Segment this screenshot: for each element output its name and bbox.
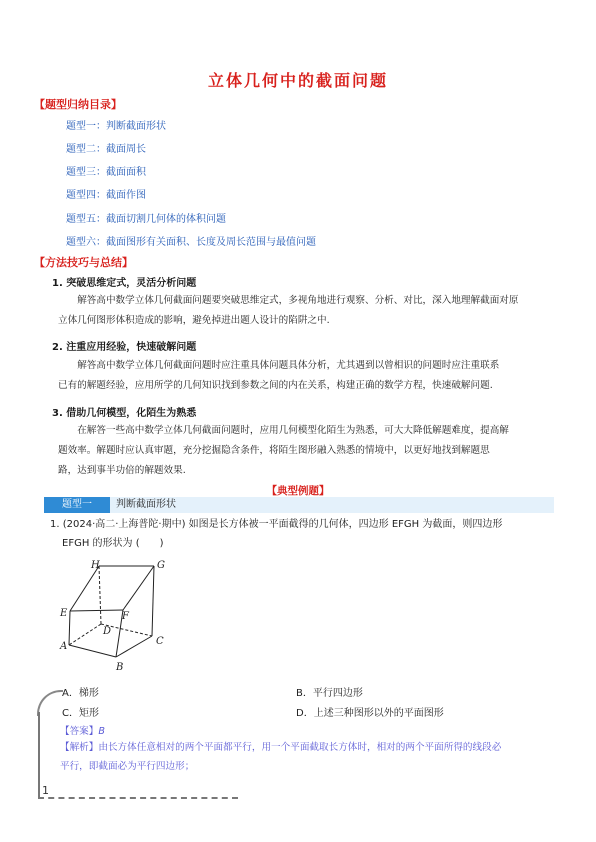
option-d[interactable]: D．上述三种图形以外的平面图形 [296, 708, 444, 719]
methods-heading: 【方法技巧与总结】 [34, 256, 133, 269]
edge-HD [99, 566, 101, 624]
truncated-cuboid-figure [56, 556, 186, 674]
method-2-title: 2. 注重应用经验，快速破解问题 [52, 342, 197, 353]
method-3-title: 3. 借助几何模型，化陌生为熟悉 [52, 408, 197, 419]
question-line-1: 1. (2024·高二·上海普陀·期中) 如图是长方体被一平面截得的几何体，四边形 EFGH 为截面，则四边形 [50, 519, 503, 530]
edge-EA [69, 611, 70, 645]
vertex-label-E: E [60, 608, 68, 619]
edge-DA [69, 624, 101, 645]
toc-item-1[interactable]: 题型一：判断截面形状 [66, 121, 166, 132]
answer-line [60, 723, 105, 737]
vertex-label-H: H [91, 560, 100, 571]
edge-GF [123, 566, 154, 610]
vertex-label-G: G [157, 560, 165, 571]
edge-BC [116, 636, 152, 657]
analysis-block [60, 738, 552, 776]
toc-item-3[interactable]: 题型三：截面面积 [66, 167, 146, 178]
toc-heading: 【题型归纳目录】 [34, 98, 122, 111]
method-1-text [58, 291, 552, 331]
page-corner-arc [37, 690, 63, 716]
method-2-line-1: 解答高中数学立体几何截面问题时应注重具体问题具体分析，尤其遇到以曾相识的问题时应注重联系 [77, 360, 500, 371]
edge-EH [70, 566, 99, 611]
method-1-line-2: 立体几何图形体积造成的影响，避免掉进出题人设计的陷阱之中. [58, 315, 330, 326]
page-title: 立体几何中的截面问题 [207, 71, 388, 90]
page-border-vertical [38, 712, 40, 797]
vertex-label-D: D [103, 626, 112, 637]
examples-heading: 【典型例题】 [266, 485, 330, 497]
analysis-line-2: 平行，即截面必为平行四边形； [60, 761, 195, 772]
answer-value: B [98, 726, 105, 737]
answer-label: 【答案】 [60, 726, 99, 737]
edge-AB [69, 645, 116, 657]
option-b[interactable]: B．平行四边形 [296, 688, 363, 699]
option-c[interactable]: C．矩形 [62, 708, 99, 719]
method-3-text [58, 421, 552, 481]
toc-item-2[interactable]: 题型二：截面周长 [66, 144, 146, 155]
analysis-text-1: 由长方体任意相对的两个平面都平行，用一个平面截取长方体时，相对的两个平面所得的线段必 [98, 742, 502, 753]
page-number: 1 [42, 784, 49, 797]
toc-item-5[interactable]: 题型五：截面切割几何体的体积问题 [66, 214, 226, 225]
vertex-label-C: C [156, 636, 164, 647]
method-1-title: 1. 突破思维定式，灵活分析问题 [52, 278, 197, 289]
toc-item-4[interactable]: 题型四：截面作图 [66, 190, 146, 201]
method-2-text [58, 356, 552, 396]
method-1-line-1: 解答高中数学立体几何截面问题要突破思维定式，多视角地进行观察、分析、对比，深入地理解截面对原 [77, 295, 519, 306]
vertex-label-A: A [60, 641, 68, 652]
method-3-line-1: 在解答一些高中数学立体几何截面问题时，应用几何模型化陌生为熟悉，可大大降低解题难度，提高解 [77, 425, 509, 436]
method-2-line-2: 已有的解题经验，应用所学的几何知识找到参数之间的内在关系，构建正确的数学方程，快速破解问题. [58, 380, 493, 391]
analysis-label: 【解析】 [60, 742, 99, 753]
analysis-line-1 [60, 738, 552, 757]
vertex-label-B: B [116, 662, 124, 673]
toc-item-6[interactable]: 题型六：截面图形有关面积、长度及周长范围与最值问题 [66, 237, 316, 248]
page-border-dashed [38, 797, 238, 799]
edge-CG [152, 566, 154, 636]
option-a[interactable]: A．梯形 [62, 688, 99, 699]
edge-FE [70, 610, 123, 611]
type-tag: 题型一 [44, 497, 110, 513]
vertex-label-F: F [122, 611, 129, 622]
question-line-2: EFGH 的形状为 ( ) [62, 538, 164, 549]
method-3-line-3: 路，达到事半功倍的解题效果. [58, 465, 186, 476]
type-name: 判断截面形状 [116, 499, 176, 510]
method-3-line-2: 题效率。解题时应认真审题，充分挖掘隐含条件，将陌生图形融入熟悉的情境中，以更好地找到解题思 [58, 445, 490, 456]
